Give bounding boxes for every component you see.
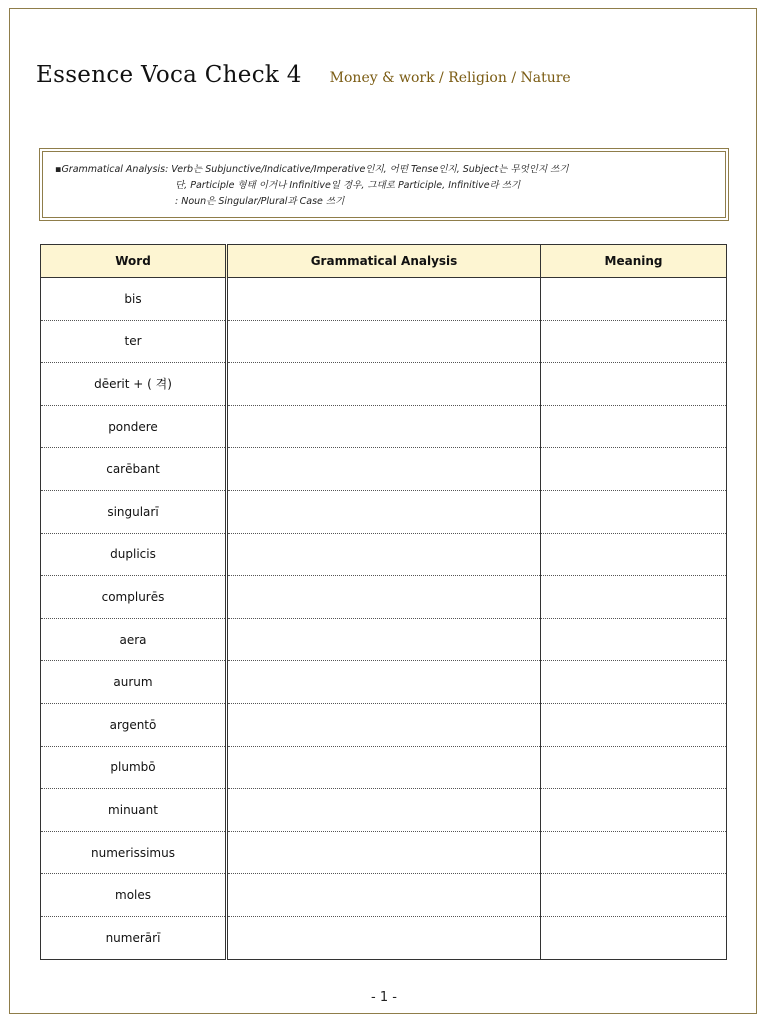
table-header-row (41, 245, 727, 278)
table-row (41, 916, 727, 959)
word-cell: plumbō (41, 746, 227, 789)
word-cell: dēerit + ( 격) (41, 363, 227, 406)
page-title: Essence Voca Check 4 (36, 62, 302, 88)
word-cell: pondere (41, 405, 227, 448)
header-word: Word (41, 245, 227, 278)
grammatical-analysis-cell[interactable] (227, 363, 541, 406)
grammatical-analysis-cell[interactable] (227, 916, 541, 959)
meaning-cell[interactable] (541, 278, 727, 321)
word-cell: numerārī (41, 916, 227, 959)
grammatical-analysis-cell[interactable] (227, 618, 541, 661)
grammatical-analysis-cell[interactable] (227, 278, 541, 321)
instruction-line-2: 단, Participle 형태 이거나 Infinitive일 경우, 그대로 Participle, Infinitive라 쓰기 (175, 180, 521, 191)
meaning-cell[interactable] (541, 661, 727, 704)
word-cell: singularī (41, 490, 227, 533)
word-cell: moles (41, 874, 227, 917)
meaning-cell[interactable] (541, 533, 727, 576)
table-row (41, 831, 727, 874)
grammatical-analysis-cell[interactable] (227, 703, 541, 746)
grammatical-analysis-cell[interactable] (227, 448, 541, 491)
word-cell: complurēs (41, 576, 227, 619)
grammatical-analysis-cell[interactable] (227, 789, 541, 832)
table-row (41, 703, 727, 746)
meaning-cell[interactable] (541, 490, 727, 533)
word-cell: numerissimus (41, 831, 227, 874)
instruction-box (39, 148, 729, 221)
meaning-cell[interactable] (541, 576, 727, 619)
meaning-cell[interactable] (541, 405, 727, 448)
word-cell: duplicis (41, 533, 227, 576)
instruction-line-3: : Noun은 Singular/Plural과 Case 쓰기 (175, 196, 345, 207)
grammatical-analysis-cell[interactable] (227, 490, 541, 533)
grammatical-analysis-cell[interactable] (227, 746, 541, 789)
table-row (41, 618, 727, 661)
instruction-line-1: ▪Grammatical Analysis: Verb는 Subjunctive/Indicative/Imperative인지, 어떤 Tense인지, Subject는 무엇인지 쓰기 (55, 164, 569, 175)
grammatical-analysis-cell[interactable] (227, 576, 541, 619)
table-row (41, 746, 727, 789)
meaning-cell[interactable] (541, 831, 727, 874)
meaning-cell[interactable] (541, 320, 727, 363)
header-grammatical-analysis: Grammatical Analysis (227, 245, 541, 278)
meaning-cell[interactable] (541, 874, 727, 917)
page-number: - 1 - (371, 990, 397, 1005)
table-row (41, 363, 727, 406)
table-row (41, 576, 727, 619)
table-row (41, 789, 727, 832)
word-cell: argentō (41, 703, 227, 746)
grammatical-analysis-cell[interactable] (227, 661, 541, 704)
table-row (41, 405, 727, 448)
meaning-cell[interactable] (541, 703, 727, 746)
table-row (41, 661, 727, 704)
header-meaning: Meaning (541, 245, 727, 278)
grammatical-analysis-cell[interactable] (227, 320, 541, 363)
meaning-cell[interactable] (541, 916, 727, 959)
table-row (41, 320, 727, 363)
vocab-table-body (41, 278, 727, 960)
grammatical-analysis-cell[interactable] (227, 405, 541, 448)
table-row (41, 533, 727, 576)
word-cell: carēbant (41, 448, 227, 491)
grammatical-analysis-cell[interactable] (227, 533, 541, 576)
word-cell: bis (41, 278, 227, 321)
meaning-cell[interactable] (541, 789, 727, 832)
grammatical-analysis-cell[interactable] (227, 831, 541, 874)
page-subtitle: Money & work / Religion / Nature (329, 70, 571, 86)
meaning-cell[interactable] (541, 618, 727, 661)
word-cell: minuant (41, 789, 227, 832)
instruction-text (42, 151, 726, 218)
meaning-cell[interactable] (541, 448, 727, 491)
table-row (41, 448, 727, 491)
word-cell: aurum (41, 661, 227, 704)
table-row (41, 278, 727, 321)
grammatical-analysis-cell[interactable] (227, 874, 541, 917)
table-row (41, 874, 727, 917)
header (36, 62, 571, 88)
word-cell: aera (41, 618, 227, 661)
vocab-table (40, 244, 727, 960)
meaning-cell[interactable] (541, 363, 727, 406)
meaning-cell[interactable] (541, 746, 727, 789)
table-row (41, 490, 727, 533)
word-cell: ter (41, 320, 227, 363)
